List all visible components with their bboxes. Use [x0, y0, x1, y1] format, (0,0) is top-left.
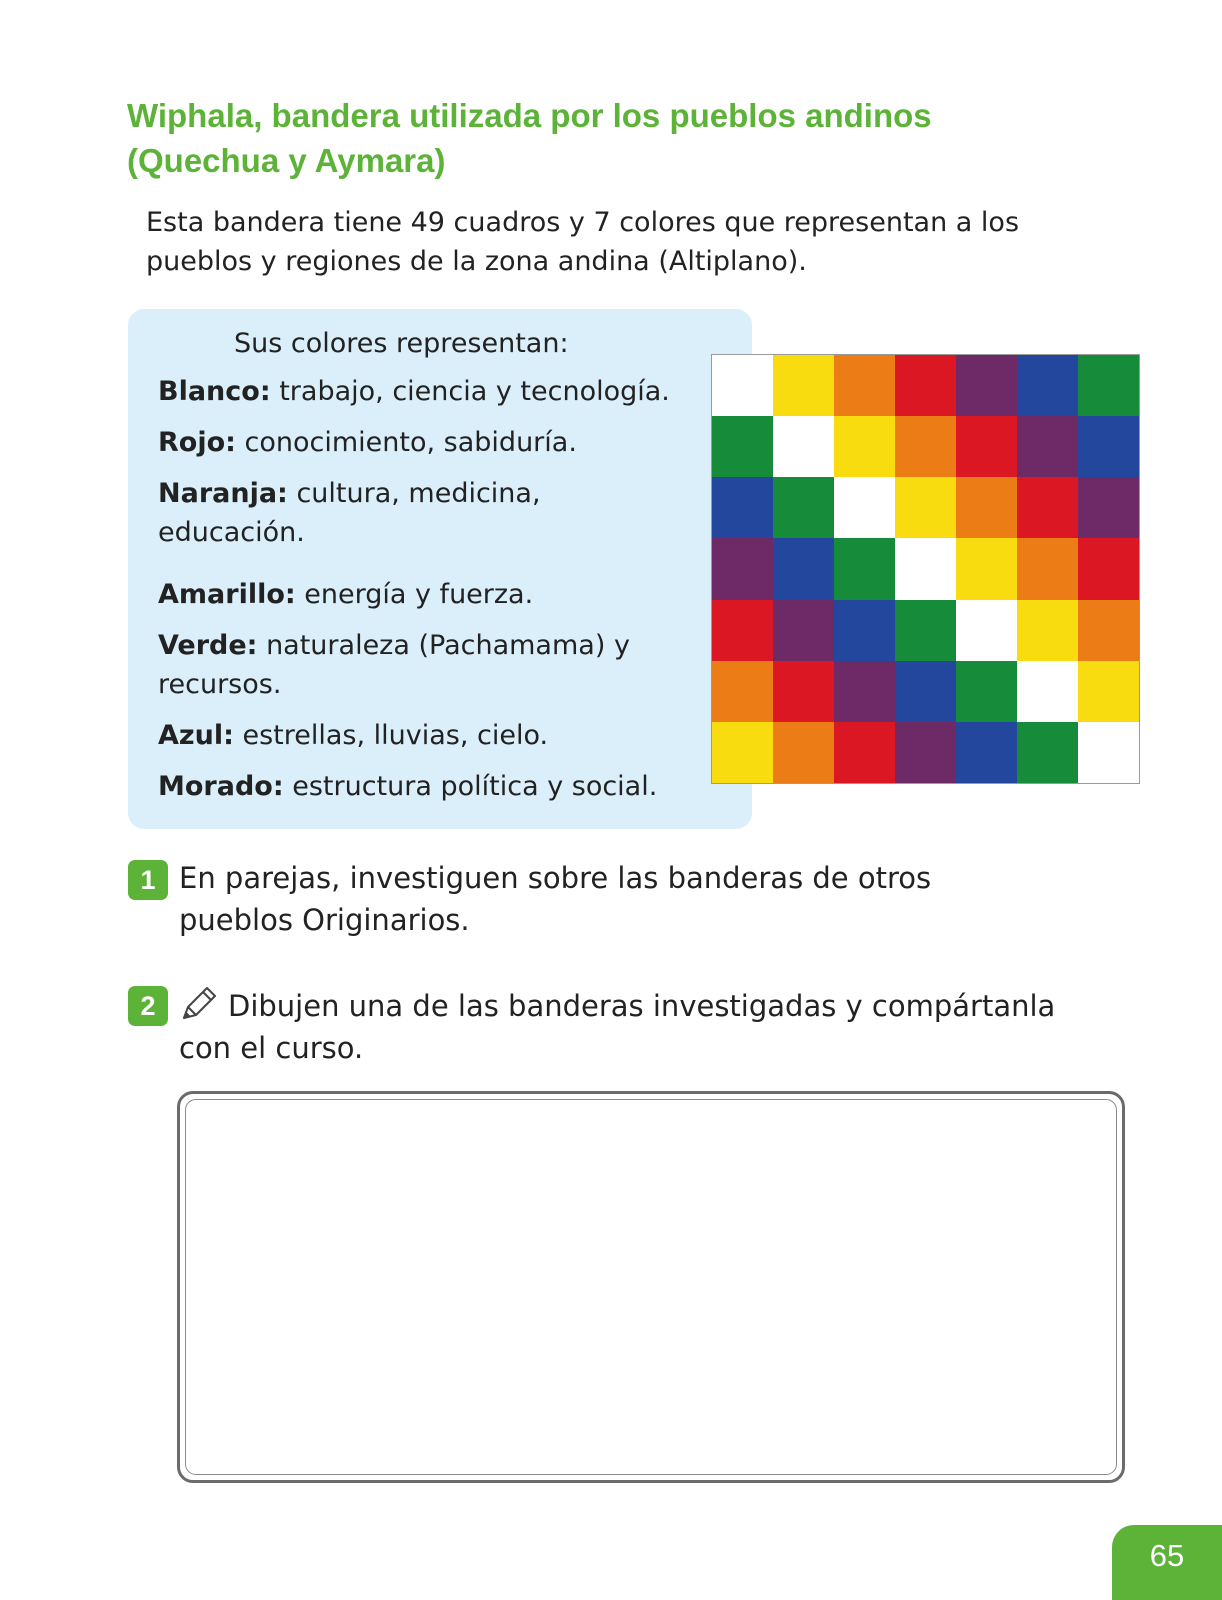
flag-square: [895, 477, 956, 538]
flag-square: [956, 355, 1017, 416]
activity-2-line-1: Dibujen una de las banderas investigadas y compártanla: [228, 989, 1056, 1023]
flag-square: [773, 477, 834, 538]
page-title: [127, 93, 1127, 183]
title-line-1: Wiphala, bandera utilizada por los pueblos andinos: [127, 97, 932, 134]
legend-item-azul: [158, 716, 718, 755]
legend-item-morado: [158, 767, 718, 806]
legend-item-blanco: [158, 372, 718, 411]
flag-square: [895, 416, 956, 477]
flag-square: [712, 600, 773, 661]
legend-item-rojo: [158, 423, 718, 462]
intro-line-2: pueblos y regiones de la zona andina (Altiplano).: [146, 246, 807, 277]
flag-square: [1078, 661, 1139, 722]
flag-square: [1078, 538, 1139, 599]
legend-text: energía y fuerza.: [295, 579, 534, 610]
flag-square: [773, 416, 834, 477]
flag-square: [1078, 600, 1139, 661]
flag-square: [1017, 661, 1078, 722]
activity-1-text: [179, 857, 931, 941]
flag-square: [834, 661, 895, 722]
flag-square: [1017, 355, 1078, 416]
activity-2-text: [179, 985, 1055, 1069]
wiphala-flag: [711, 354, 1140, 784]
legend-item-amarillo: [158, 575, 718, 614]
activity-number-badge: 1: [128, 860, 168, 900]
legend-term: Azul:: [158, 720, 234, 751]
flag-square: [834, 722, 895, 783]
flag-square: [1017, 416, 1078, 477]
activity-number-badge: 2: [128, 986, 168, 1026]
flag-square: [773, 661, 834, 722]
flag-square: [1017, 538, 1078, 599]
legend-text: naturaleza (Pachamama) y recursos.: [158, 630, 630, 700]
flag-square: [895, 722, 956, 783]
intro-paragraph: [146, 203, 1146, 281]
flag-square: [712, 538, 773, 599]
flag-square: [834, 600, 895, 661]
legend-term: Blanco:: [158, 376, 271, 407]
flag-square: [956, 477, 1017, 538]
flag-square: [834, 477, 895, 538]
legend-text: cultura, medicina, educación.: [158, 478, 541, 548]
legend-heading: Sus colores representan:: [234, 328, 569, 359]
intro-line-1: Esta bandera tiene 49 cuadros y 7 colores que representan a los: [146, 207, 1020, 238]
activity-2-line-2: con el curso.: [179, 1031, 364, 1065]
legend-term: Amarillo:: [158, 579, 296, 610]
flag-square: [1017, 600, 1078, 661]
flag-square: [773, 355, 834, 416]
legend-term: Morado:: [158, 771, 284, 802]
title-line-2: (Quechua y Aymara): [127, 142, 446, 179]
legend-term: Verde:: [158, 630, 258, 661]
flag-square: [956, 722, 1017, 783]
flag-square: [1017, 477, 1078, 538]
flag-square: [895, 538, 956, 599]
flag-square: [956, 600, 1017, 661]
flag-square: [895, 355, 956, 416]
legend-text: estrellas, lluvias, cielo.: [233, 720, 549, 751]
flag-square: [712, 477, 773, 538]
flag-square: [712, 416, 773, 477]
flag-square: [1078, 722, 1139, 783]
flag-square: [956, 538, 1017, 599]
legend-item-naranja: [158, 474, 558, 552]
flag-square: [1078, 416, 1139, 477]
flag-square: [956, 416, 1017, 477]
legend-text: estructura política y social.: [283, 771, 658, 802]
legend-text: conocimiento, sabiduría.: [235, 427, 577, 458]
flag-square: [1017, 722, 1078, 783]
activity-1-line-1: En parejas, investiguen sobre las banderas de otros: [179, 861, 932, 895]
legend-item-verde: [158, 626, 638, 704]
flag-square: [895, 661, 956, 722]
flag-square: [712, 722, 773, 783]
legend-term: Rojo:: [158, 427, 236, 458]
flag-square: [834, 355, 895, 416]
flag-square: [1078, 355, 1139, 416]
drawing-area[interactable]: [177, 1091, 1125, 1483]
flag-square: [834, 538, 895, 599]
legend-term: Naranja:: [158, 478, 288, 509]
activity-1-line-2: pueblos Originarios.: [179, 903, 470, 937]
flag-square: [712, 661, 773, 722]
flag-square: [834, 416, 895, 477]
flag-square: [773, 538, 834, 599]
flag-square: [773, 722, 834, 783]
flag-square: [1078, 477, 1139, 538]
legend-text: trabajo, ciencia y tecnología.: [270, 376, 670, 407]
flag-square: [895, 600, 956, 661]
flag-square: [712, 355, 773, 416]
flag-square: [956, 661, 1017, 722]
flag-square: [773, 600, 834, 661]
page-number: 65: [1112, 1525, 1222, 1600]
